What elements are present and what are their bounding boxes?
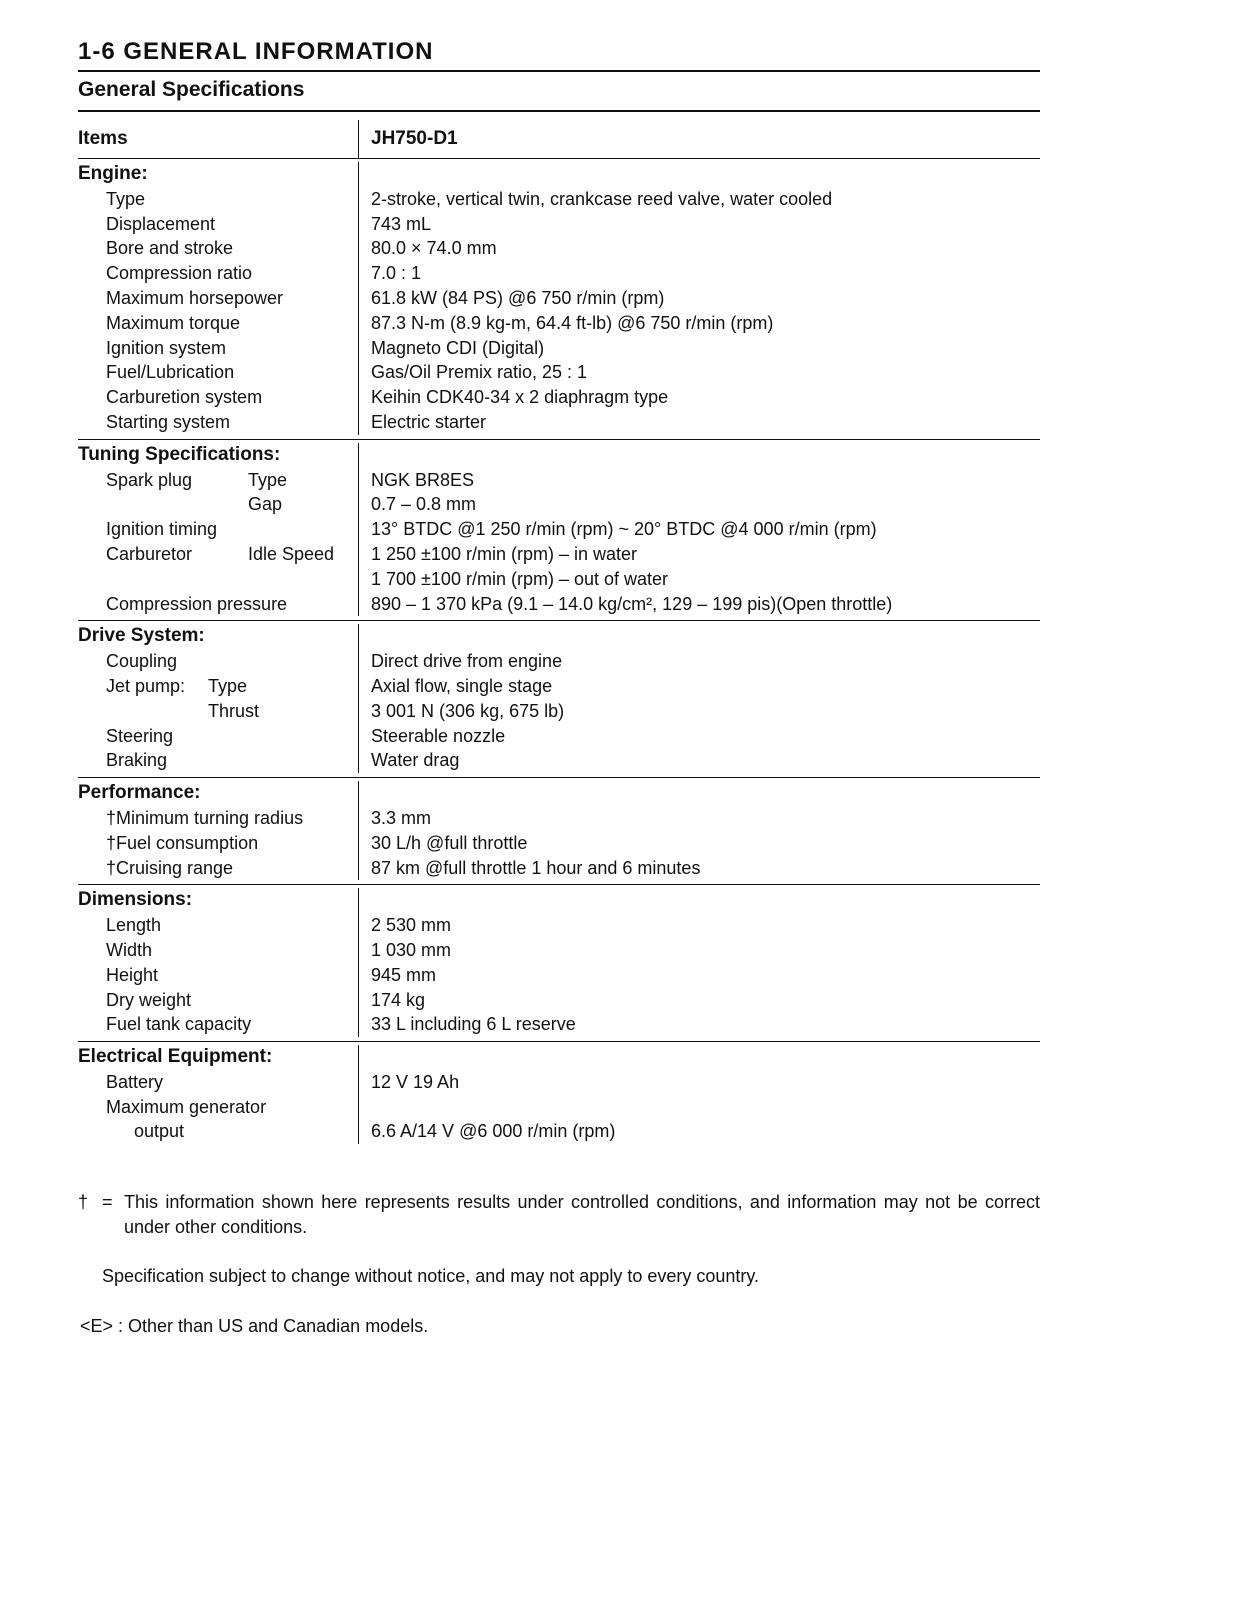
- compression-pressure-value: 890 – 1 370 kPa (9.1 – 14.0 kg/cm², 129 – 199 pis)(Open throttle): [371, 593, 893, 614]
- generator-output-value: 6.6 A/14 V @6 000 r/min (rpm): [371, 1121, 616, 1142]
- spec-label: Length: [106, 915, 162, 936]
- braking-label: Braking: [106, 750, 168, 771]
- spec-label: Fuel tank capacity: [106, 1014, 252, 1035]
- drive-system-group: [78, 621, 1040, 778]
- section-title: General Specifications: [78, 78, 1040, 112]
- carburetor-label: Carburetor: [106, 543, 193, 564]
- engine-group: [78, 159, 1040, 440]
- spark-type-value: NGK BR8ES: [371, 469, 475, 490]
- idle-speed-label: Idle Speed: [248, 543, 335, 564]
- spec-value: Keihin CDK40-34 x 2 diaphragm type: [371, 387, 669, 408]
- spec-value: 80.0 × 74.0 mm: [371, 238, 497, 259]
- compression-pressure-label: Compression pressure: [106, 593, 288, 614]
- performance-heading: Performance:: [78, 782, 201, 804]
- tuning-heading: Tuning Specifications:: [78, 443, 281, 465]
- generator-output-label: output: [134, 1121, 185, 1142]
- spark-type-label: Type: [248, 469, 288, 490]
- spec-value: 7.0 : 1: [371, 263, 422, 284]
- footnote-equals: =: [102, 1192, 113, 1212]
- performance-group: [78, 778, 1040, 885]
- electrical-heading: Electrical Equipment:: [78, 1046, 273, 1068]
- spec-label: Ignition system: [106, 337, 227, 358]
- spec-label: †Fuel consumption: [106, 832, 259, 853]
- jet-thrust-label: Thrust: [208, 700, 260, 721]
- footnote: [78, 1190, 1040, 1240]
- dimensions-heading: Dimensions:: [78, 889, 193, 911]
- spec-label: Maximum torque: [106, 312, 241, 333]
- spec-label: Compression ratio: [106, 263, 253, 284]
- generator-label: Maximum generator: [106, 1096, 267, 1117]
- spec-label: Bore and stroke: [106, 238, 234, 259]
- table-header: [78, 120, 1040, 159]
- spec-value: 33 L including 6 L reserve: [371, 1014, 576, 1035]
- spec-label: †Minimum turning radius: [106, 807, 304, 828]
- jet-thrust-value: 3 001 N (306 kg, 675 lb): [371, 700, 565, 721]
- spec-value: 30 L/h @full throttle: [371, 832, 528, 853]
- dimensions-group: [78, 885, 1040, 1042]
- jet-type-value: Axial flow, single stage: [371, 675, 553, 696]
- items-column-header: Items: [78, 128, 128, 149]
- spec-label: Carburetion system: [106, 387, 263, 408]
- page-title: 1-6 GENERAL INFORMATION: [78, 38, 1040, 72]
- spec-value: 174 kg: [371, 989, 426, 1010]
- spec-value: Gas/Oil Premix ratio, 25 : 1: [371, 362, 588, 383]
- spec-value: 945 mm: [371, 964, 437, 985]
- jet-type-label: Type: [208, 675, 248, 696]
- spec-value: 61.8 kW (84 PS) @6 750 r/min (rpm): [371, 287, 665, 308]
- tuning-group: [78, 440, 1040, 622]
- steering-value: Steerable nozzle: [371, 725, 506, 746]
- spec-label: Height: [106, 964, 159, 985]
- spark-plug-label: Spark plug: [106, 469, 193, 490]
- idle-speed-value: 1 250 ±100 r/min (rpm) – in water: [371, 543, 637, 564]
- spec-label: Starting system: [106, 411, 231, 432]
- spark-gap-value: 0.7 – 0.8 mm: [371, 494, 477, 515]
- spark-gap-label: Gap: [248, 494, 283, 515]
- battery-label: Battery: [106, 1071, 164, 1092]
- engine-heading: Engine:: [78, 163, 148, 184]
- steering-label: Steering: [106, 725, 174, 746]
- spec-label: Displacement: [106, 213, 216, 234]
- dagger-mark: †: [78, 1192, 89, 1212]
- ignition-timing-label: Ignition timing: [106, 519, 218, 540]
- specification-notice: Specification subject to change without notice, and may not apply to every country.: [102, 1266, 760, 1286]
- electrical-group: [78, 1042, 1040, 1148]
- spec-value: 87.3 N-m (8.9 kg-m, 64.4 ft-lb) @6 750 r/min (rpm): [371, 312, 774, 333]
- specifications-table: [78, 120, 1040, 1148]
- model-note: <E> : Other than US and Canadian models.: [80, 1316, 429, 1336]
- spec-label: Fuel/Lubrication: [106, 362, 235, 383]
- spec-label: Width: [106, 939, 153, 960]
- ignition-timing-value: 13° BTDC @1 250 r/min (rpm) ~ 20° BTDC @4 000 r/min (rpm): [371, 519, 877, 540]
- braking-value: Water drag: [371, 750, 460, 771]
- coupling-value: Direct drive from engine: [371, 651, 563, 672]
- jet-pump-label: Jet pump:: [106, 675, 186, 696]
- spec-value: Electric starter: [371, 411, 487, 432]
- spec-value: Magneto CDI (Digital): [371, 337, 545, 358]
- coupling-label: Coupling: [106, 651, 178, 672]
- spec-value: 1 030 mm: [371, 939, 452, 960]
- spec-value: 3.3 mm: [371, 807, 432, 828]
- battery-value: 12 V 19 Ah: [371, 1071, 460, 1092]
- spec-value: 87 km @full throttle 1 hour and 6 minutes: [371, 857, 701, 878]
- idle-speed-value: 1 700 ±100 r/min (rpm) – out of water: [371, 568, 669, 589]
- spec-value: 2-stroke, vertical twin, crankcase reed valve, water cooled: [371, 188, 833, 209]
- spec-value: 2 530 mm: [371, 915, 452, 936]
- model-column-header: JH750-D1: [358, 120, 1040, 158]
- spec-label: Type: [106, 188, 146, 209]
- footnote-text: This information shown here represents results under controlled conditions, and information may not be correct under other conditions.: [124, 1192, 1040, 1237]
- spec-label: Maximum horsepower: [106, 287, 284, 308]
- spec-label: Dry weight: [106, 989, 192, 1010]
- spec-label: †Cruising range: [106, 857, 234, 878]
- drive-heading: Drive System:: [78, 625, 205, 647]
- spec-value: 743 mL: [371, 213, 432, 234]
